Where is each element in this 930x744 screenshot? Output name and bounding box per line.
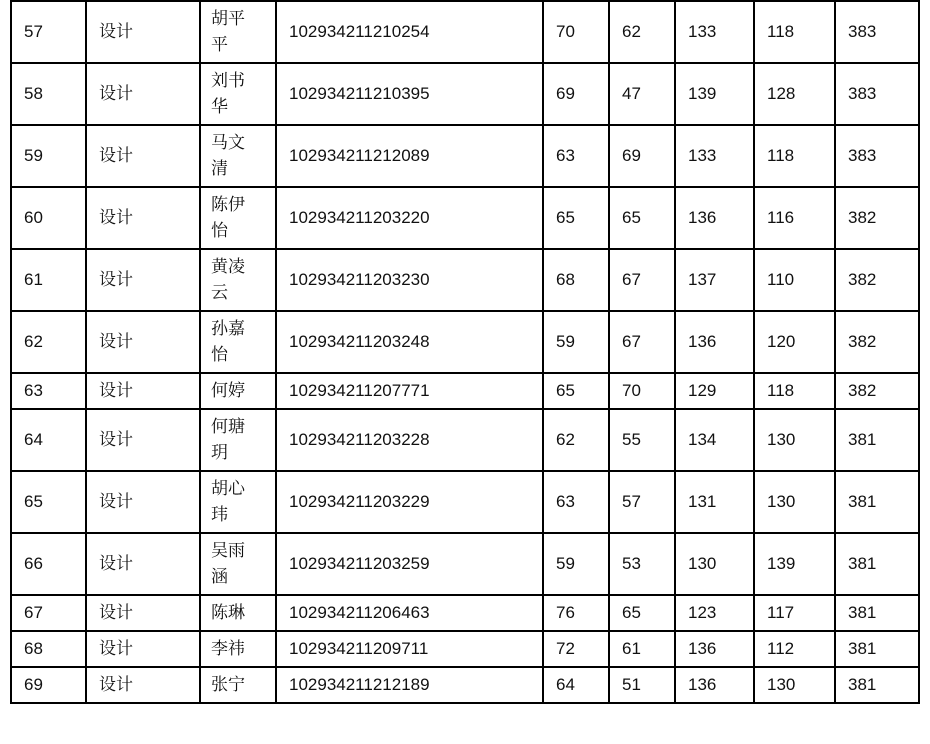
cell-exam-id: 102934211206463	[276, 595, 543, 631]
cell-score-3: 136	[675, 667, 754, 703]
table-row	[11, 311, 919, 373]
cell-score-3: 131	[675, 471, 754, 533]
cell-name: 马文清	[200, 125, 276, 187]
cell-major: 设计	[86, 409, 200, 471]
cell-score-4: 118	[754, 1, 835, 63]
cell-score-1: 72	[543, 631, 609, 667]
cell-major: 设计	[86, 631, 200, 667]
cell-score-2: 53	[609, 533, 675, 595]
cell-total: 381	[835, 595, 919, 631]
cell-exam-id: 102934211203248	[276, 311, 543, 373]
cell-score-4: 130	[754, 667, 835, 703]
cell-major: 设计	[86, 471, 200, 533]
cell-exam-id: 102934211209711	[276, 631, 543, 667]
cell-name: 吴雨涵	[200, 533, 276, 595]
cell-score-2: 61	[609, 631, 675, 667]
cell-major: 设计	[86, 311, 200, 373]
score-table	[10, 0, 920, 704]
cell-score-1: 76	[543, 595, 609, 631]
cell-major: 设计	[86, 63, 200, 125]
cell-total: 382	[835, 311, 919, 373]
cell-exam-id: 102934211203229	[276, 471, 543, 533]
cell-score-3: 133	[675, 1, 754, 63]
cell-exam-id: 102934211210254	[276, 1, 543, 63]
cell-major: 设计	[86, 667, 200, 703]
cell-score-1: 63	[543, 125, 609, 187]
cell-major: 设计	[86, 1, 200, 63]
cell-score-1: 65	[543, 373, 609, 409]
cell-name: 何瑭玥	[200, 409, 276, 471]
cell-name: 胡平平	[200, 1, 276, 63]
table-row	[11, 187, 919, 249]
cell-score-2: 70	[609, 373, 675, 409]
cell-score-1: 63	[543, 471, 609, 533]
cell-no: 60	[11, 187, 86, 249]
cell-exam-id: 102934211212089	[276, 125, 543, 187]
cell-no: 57	[11, 1, 86, 63]
cell-score-1: 59	[543, 533, 609, 595]
cell-name: 何婷	[200, 373, 276, 409]
cell-exam-id: 102934211212189	[276, 667, 543, 703]
cell-score-2: 55	[609, 409, 675, 471]
cell-score-4: 118	[754, 373, 835, 409]
cell-score-4: 130	[754, 409, 835, 471]
cell-major: 设计	[86, 249, 200, 311]
cell-exam-id: 102934211203230	[276, 249, 543, 311]
cell-score-1: 62	[543, 409, 609, 471]
cell-no: 63	[11, 373, 86, 409]
cell-score-4: 116	[754, 187, 835, 249]
cell-score-2: 69	[609, 125, 675, 187]
cell-score-3: 129	[675, 373, 754, 409]
cell-score-2: 51	[609, 667, 675, 703]
cell-score-3: 136	[675, 311, 754, 373]
cell-score-4: 128	[754, 63, 835, 125]
cell-score-2: 57	[609, 471, 675, 533]
cell-no: 65	[11, 471, 86, 533]
table-row	[11, 409, 919, 471]
cell-major: 设计	[86, 125, 200, 187]
cell-no: 69	[11, 667, 86, 703]
cell-major: 设计	[86, 187, 200, 249]
cell-score-1: 70	[543, 1, 609, 63]
cell-score-3: 130	[675, 533, 754, 595]
cell-name: 胡心玮	[200, 471, 276, 533]
cell-score-4: 139	[754, 533, 835, 595]
table-row	[11, 595, 919, 631]
cell-score-4: 118	[754, 125, 835, 187]
cell-total: 382	[835, 249, 919, 311]
cell-total: 382	[835, 373, 919, 409]
cell-exam-id: 102934211203259	[276, 533, 543, 595]
cell-score-4: 120	[754, 311, 835, 373]
cell-score-1: 64	[543, 667, 609, 703]
cell-score-2: 65	[609, 595, 675, 631]
cell-score-1: 68	[543, 249, 609, 311]
cell-total: 383	[835, 63, 919, 125]
cell-exam-id: 102934211203220	[276, 187, 543, 249]
cell-name: 孙嘉怡	[200, 311, 276, 373]
table-row	[11, 631, 919, 667]
cell-major: 设计	[86, 373, 200, 409]
cell-no: 68	[11, 631, 86, 667]
cell-no: 67	[11, 595, 86, 631]
cell-score-3: 137	[675, 249, 754, 311]
cell-score-3: 134	[675, 409, 754, 471]
cell-major: 设计	[86, 595, 200, 631]
cell-exam-id: 102934211203228	[276, 409, 543, 471]
cell-no: 62	[11, 311, 86, 373]
table-row	[11, 125, 919, 187]
cell-exam-id: 102934211210395	[276, 63, 543, 125]
cell-no: 59	[11, 125, 86, 187]
cell-score-4: 117	[754, 595, 835, 631]
cell-major: 设计	[86, 533, 200, 595]
table-row	[11, 1, 919, 63]
cell-score-3: 123	[675, 595, 754, 631]
cell-score-4: 110	[754, 249, 835, 311]
cell-name: 张宁	[200, 667, 276, 703]
cell-score-3: 133	[675, 125, 754, 187]
cell-score-2: 47	[609, 63, 675, 125]
cell-name: 黄凌云	[200, 249, 276, 311]
cell-total: 381	[835, 409, 919, 471]
cell-score-3: 136	[675, 631, 754, 667]
cell-no: 58	[11, 63, 86, 125]
table-row	[11, 667, 919, 703]
cell-score-2: 65	[609, 187, 675, 249]
table-row	[11, 533, 919, 595]
cell-score-1: 69	[543, 63, 609, 125]
cell-no: 61	[11, 249, 86, 311]
cell-total: 382	[835, 187, 919, 249]
table-row	[11, 373, 919, 409]
cell-total: 381	[835, 631, 919, 667]
cell-name: 陈琳	[200, 595, 276, 631]
cell-total: 383	[835, 125, 919, 187]
cell-exam-id: 102934211207771	[276, 373, 543, 409]
cell-total: 383	[835, 1, 919, 63]
cell-name: 陈伊怡	[200, 187, 276, 249]
cell-no: 64	[11, 409, 86, 471]
cell-total: 381	[835, 533, 919, 595]
cell-score-3: 139	[675, 63, 754, 125]
cell-score-2: 62	[609, 1, 675, 63]
cell-name: 李祎	[200, 631, 276, 667]
cell-total: 381	[835, 667, 919, 703]
cell-score-1: 65	[543, 187, 609, 249]
cell-score-2: 67	[609, 311, 675, 373]
cell-name: 刘书华	[200, 63, 276, 125]
table-row	[11, 63, 919, 125]
cell-no: 66	[11, 533, 86, 595]
table-row	[11, 249, 919, 311]
cell-score-2: 67	[609, 249, 675, 311]
cell-score-3: 136	[675, 187, 754, 249]
table-row	[11, 471, 919, 533]
cell-score-1: 59	[543, 311, 609, 373]
cell-score-4: 112	[754, 631, 835, 667]
cell-score-4: 130	[754, 471, 835, 533]
cell-total: 381	[835, 471, 919, 533]
